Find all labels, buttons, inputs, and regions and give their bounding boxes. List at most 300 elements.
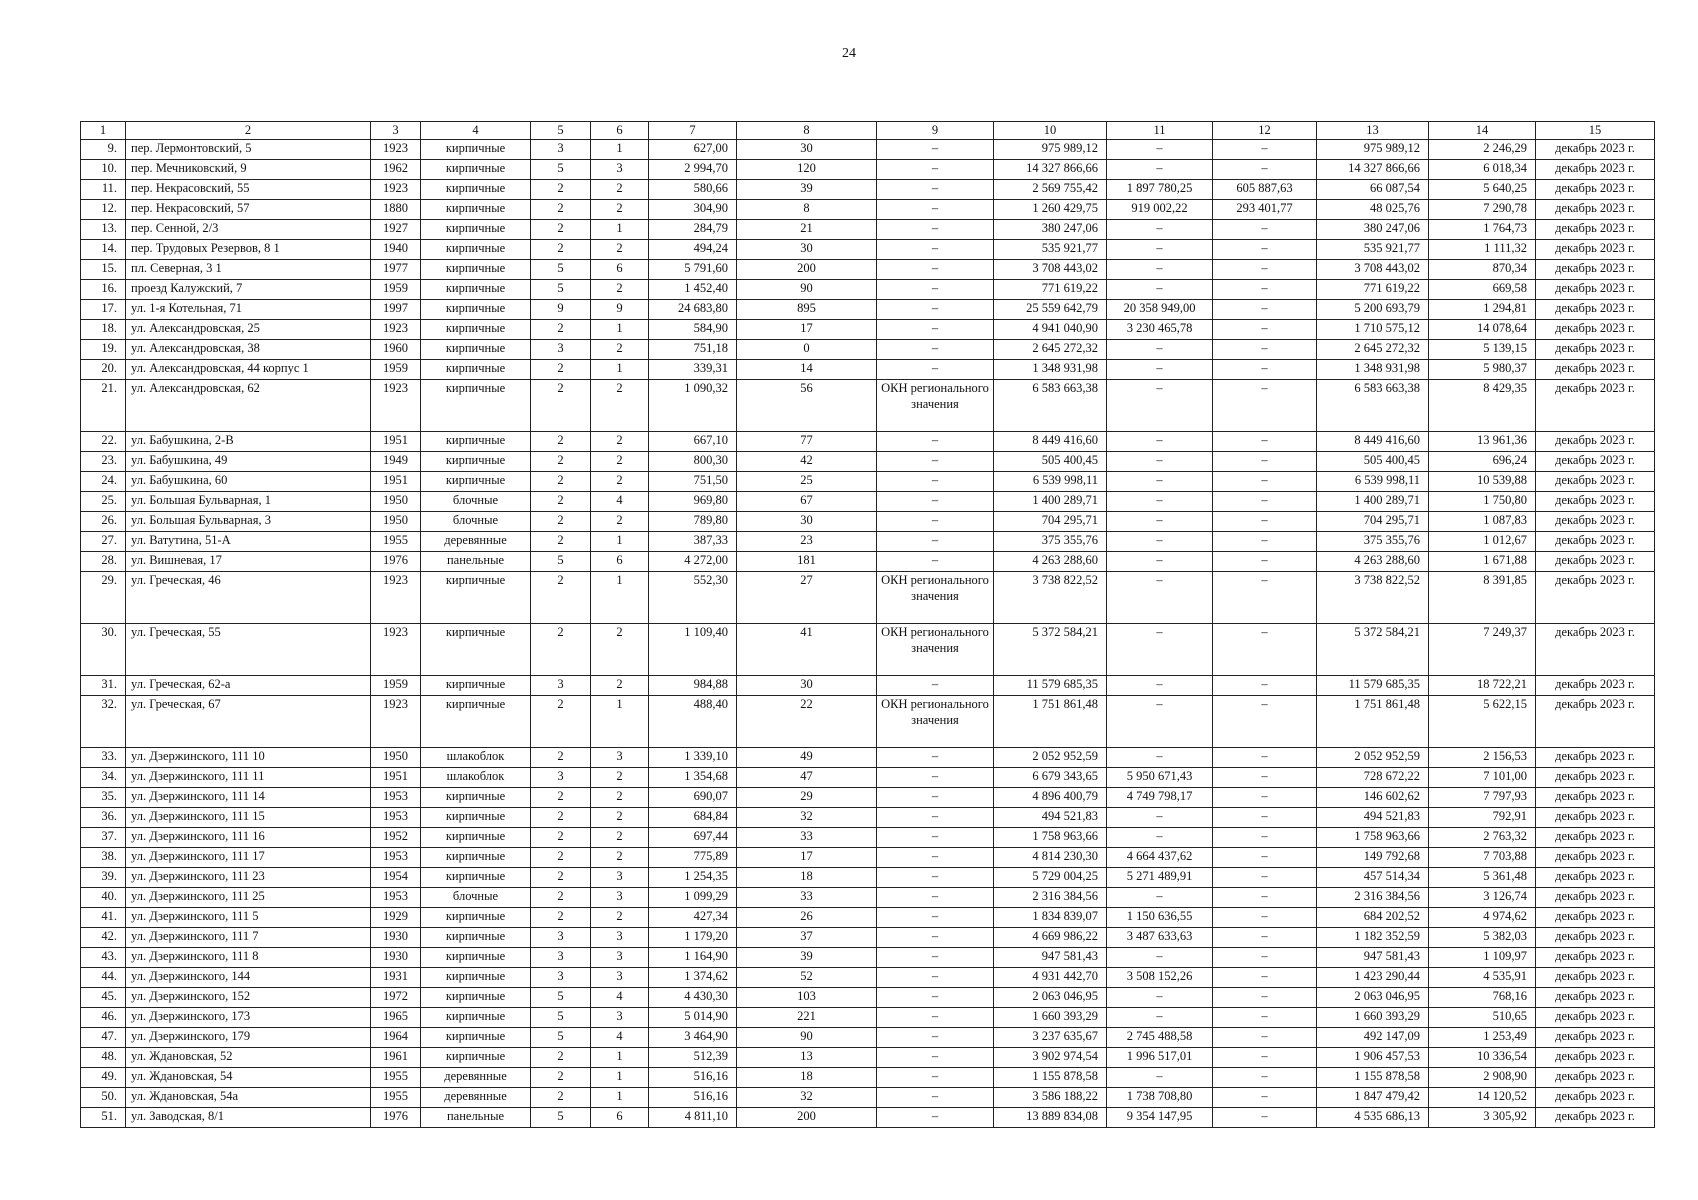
floors: 2 <box>531 432 591 452</box>
cost-col-12: – <box>1213 848 1317 868</box>
row-number: 31. <box>81 676 126 696</box>
cost-col-13: 684 202,52 <box>1317 908 1429 928</box>
total-cost: 947 581,43 <box>994 948 1107 968</box>
entrances: 6 <box>591 260 649 280</box>
floors: 5 <box>531 1008 591 1028</box>
cost-col-11: 4 664 437,62 <box>1107 848 1213 868</box>
entrances: 2 <box>591 280 649 300</box>
floors: 3 <box>531 140 591 160</box>
entrances: 1 <box>591 220 649 240</box>
cost-col-12: – <box>1213 432 1317 452</box>
row-number: 36. <box>81 808 126 828</box>
row-number: 43. <box>81 948 126 968</box>
table-row <box>81 180 1655 200</box>
row-number: 21. <box>81 380 126 432</box>
address: ул. Греческая, 62-а <box>126 676 371 696</box>
table-row <box>81 1048 1655 1068</box>
area: 24 683,80 <box>649 300 737 320</box>
year-built: 1955 <box>371 1068 421 1088</box>
heritage-status: – <box>877 1028 994 1048</box>
floors: 3 <box>531 676 591 696</box>
table-row <box>81 320 1655 340</box>
heritage-status: – <box>877 280 994 300</box>
year-built: 1955 <box>371 1088 421 1108</box>
entrances: 2 <box>591 828 649 848</box>
area: 284,79 <box>649 220 737 240</box>
cost-col-13: 380 247,06 <box>1317 220 1429 240</box>
address: пер. Трудовых Резервов, 8 1 <box>126 240 371 260</box>
year-built: 1976 <box>371 552 421 572</box>
cost-per-unit: 2 908,90 <box>1429 1068 1536 1088</box>
address: ул. Большая Бульварная, 1 <box>126 492 371 512</box>
total-cost: 4 669 986,22 <box>994 928 1107 948</box>
floors: 2 <box>531 788 591 808</box>
deadline: декабрь 2023 г. <box>1536 888 1655 908</box>
floors: 5 <box>531 988 591 1008</box>
deadline: декабрь 2023 г. <box>1536 512 1655 532</box>
cost-col-12: – <box>1213 696 1317 748</box>
address: ул. Дзержинского, 111 14 <box>126 788 371 808</box>
total-cost: 1 660 393,29 <box>994 1008 1107 1028</box>
address: ул. Ждановская, 54 <box>126 1068 371 1088</box>
row-number: 15. <box>81 260 126 280</box>
address: пер. Некрасовский, 57 <box>126 200 371 220</box>
cost-per-unit: 870,34 <box>1429 260 1536 280</box>
heritage-status: – <box>877 928 994 948</box>
deadline: декабрь 2023 г. <box>1536 240 1655 260</box>
column-header: 6 <box>591 122 649 140</box>
year-built: 1959 <box>371 360 421 380</box>
entrances: 4 <box>591 1028 649 1048</box>
deadline: декабрь 2023 г. <box>1536 848 1655 868</box>
row-number: 27. <box>81 532 126 552</box>
address: ул. Вишневая, 17 <box>126 552 371 572</box>
cost-col-11: 1 897 780,25 <box>1107 180 1213 200</box>
area: 516,16 <box>649 1068 737 1088</box>
residents: 18 <box>737 868 877 888</box>
cost-per-unit: 1 109,97 <box>1429 948 1536 968</box>
cost-col-13: 1 847 479,42 <box>1317 1088 1429 1108</box>
row-number: 29. <box>81 572 126 624</box>
wall-material: кирпичные <box>421 160 531 180</box>
total-cost: 25 559 642,79 <box>994 300 1107 320</box>
cost-col-11: – <box>1107 160 1213 180</box>
wall-material: кирпичные <box>421 988 531 1008</box>
row-number: 49. <box>81 1068 126 1088</box>
deadline: декабрь 2023 г. <box>1536 432 1655 452</box>
table-row <box>81 140 1655 160</box>
cost-col-11: – <box>1107 1068 1213 1088</box>
table-row <box>81 532 1655 552</box>
residents: 32 <box>737 808 877 828</box>
cost-col-13: 3 738 822,52 <box>1317 572 1429 624</box>
deadline: декабрь 2023 г. <box>1536 380 1655 432</box>
cost-col-13: 146 602,62 <box>1317 788 1429 808</box>
cost-col-11: – <box>1107 532 1213 552</box>
cost-col-11: – <box>1107 888 1213 908</box>
cost-per-unit: 7 290,78 <box>1429 200 1536 220</box>
area: 5 014,90 <box>649 1008 737 1028</box>
cost-col-12: – <box>1213 828 1317 848</box>
cost-col-12: – <box>1213 1048 1317 1068</box>
deadline: декабрь 2023 г. <box>1536 948 1655 968</box>
heritage-status: – <box>877 908 994 928</box>
cost-col-12: – <box>1213 320 1317 340</box>
heritage-status: – <box>877 828 994 848</box>
cost-col-11: 3 230 465,78 <box>1107 320 1213 340</box>
deadline: декабрь 2023 г. <box>1536 908 1655 928</box>
cost-col-13: 505 400,45 <box>1317 452 1429 472</box>
floors: 2 <box>531 1048 591 1068</box>
year-built: 1955 <box>371 532 421 552</box>
cost-per-unit: 8 429,35 <box>1429 380 1536 432</box>
floors: 3 <box>531 968 591 988</box>
year-built: 1953 <box>371 788 421 808</box>
row-number: 23. <box>81 452 126 472</box>
residents: 30 <box>737 240 877 260</box>
total-cost: 5 729 004,25 <box>994 868 1107 888</box>
cost-col-13: 5 200 693,79 <box>1317 300 1429 320</box>
address: пл. Северная, 3 1 <box>126 260 371 280</box>
total-cost: 6 583 663,38 <box>994 380 1107 432</box>
residents: 103 <box>737 988 877 1008</box>
table-row <box>81 848 1655 868</box>
cost-per-unit: 7 703,88 <box>1429 848 1536 868</box>
entrances: 3 <box>591 748 649 768</box>
cost-per-unit: 1 764,73 <box>1429 220 1536 240</box>
year-built: 1923 <box>371 624 421 676</box>
residents: 17 <box>737 320 877 340</box>
entrances: 3 <box>591 948 649 968</box>
heritage-status: ОКН регионального значения <box>877 624 994 676</box>
cost-col-11: – <box>1107 624 1213 676</box>
table-row <box>81 928 1655 948</box>
cost-col-12: – <box>1213 676 1317 696</box>
cost-col-12: – <box>1213 220 1317 240</box>
year-built: 1923 <box>371 140 421 160</box>
cost-col-12: – <box>1213 472 1317 492</box>
cost-per-unit: 768,16 <box>1429 988 1536 1008</box>
deadline: декабрь 2023 г. <box>1536 472 1655 492</box>
row-number: 42. <box>81 928 126 948</box>
deadline: декабрь 2023 г. <box>1536 180 1655 200</box>
table-header-row <box>81 122 1655 140</box>
year-built: 1997 <box>371 300 421 320</box>
floors: 2 <box>531 452 591 472</box>
table-row <box>81 828 1655 848</box>
cost-col-13: 947 581,43 <box>1317 948 1429 968</box>
table-row <box>81 788 1655 808</box>
total-cost: 375 355,76 <box>994 532 1107 552</box>
floors: 3 <box>531 340 591 360</box>
total-cost: 6 679 343,65 <box>994 768 1107 788</box>
cost-col-13: 149 792,68 <box>1317 848 1429 868</box>
row-number: 47. <box>81 1028 126 1048</box>
table-row <box>81 1008 1655 1028</box>
heritage-status: – <box>877 1048 994 1068</box>
heritage-status: – <box>877 472 994 492</box>
cost-col-13: 8 449 416,60 <box>1317 432 1429 452</box>
total-cost: 1 260 429,75 <box>994 200 1107 220</box>
entrances: 9 <box>591 300 649 320</box>
residents: 25 <box>737 472 877 492</box>
heritage-status: – <box>877 748 994 768</box>
wall-material: кирпичные <box>421 808 531 828</box>
column-header: 3 <box>371 122 421 140</box>
deadline: декабрь 2023 г. <box>1536 260 1655 280</box>
cost-col-11: – <box>1107 380 1213 432</box>
residents: 18 <box>737 1068 877 1088</box>
cost-per-unit: 5 622,15 <box>1429 696 1536 748</box>
row-number: 38. <box>81 848 126 868</box>
year-built: 1960 <box>371 340 421 360</box>
cost-per-unit: 1 671,88 <box>1429 552 1536 572</box>
floors: 2 <box>531 532 591 552</box>
wall-material: шлакоблок <box>421 748 531 768</box>
total-cost: 494 521,83 <box>994 808 1107 828</box>
cost-per-unit: 18 722,21 <box>1429 676 1536 696</box>
cost-col-13: 975 989,12 <box>1317 140 1429 160</box>
residents: 120 <box>737 160 877 180</box>
entrances: 2 <box>591 240 649 260</box>
cost-col-11: 1 150 636,55 <box>1107 908 1213 928</box>
cost-col-11: – <box>1107 512 1213 532</box>
row-number: 13. <box>81 220 126 240</box>
wall-material: кирпичные <box>421 380 531 432</box>
row-number: 50. <box>81 1088 126 1108</box>
cost-per-unit: 14 078,64 <box>1429 320 1536 340</box>
cost-col-12: – <box>1213 1068 1317 1088</box>
row-number: 48. <box>81 1048 126 1068</box>
cost-col-12: – <box>1213 868 1317 888</box>
cost-col-12: – <box>1213 768 1317 788</box>
floors: 2 <box>531 868 591 888</box>
column-header: 14 <box>1429 122 1536 140</box>
total-cost: 3 586 188,22 <box>994 1088 1107 1108</box>
year-built: 1959 <box>371 280 421 300</box>
deadline: декабрь 2023 г. <box>1536 1008 1655 1028</box>
address: ул. Дзержинского, 111 8 <box>126 948 371 968</box>
total-cost: 704 295,71 <box>994 512 1107 532</box>
cost-per-unit: 1 750,80 <box>1429 492 1536 512</box>
wall-material: кирпичные <box>421 340 531 360</box>
cost-per-unit: 696,24 <box>1429 452 1536 472</box>
cost-per-unit: 3 305,92 <box>1429 1108 1536 1128</box>
wall-material: кирпичные <box>421 868 531 888</box>
cost-col-11: 9 354 147,95 <box>1107 1108 1213 1128</box>
address: ул. Дзержинского, 111 16 <box>126 828 371 848</box>
address: ул. Александровская, 62 <box>126 380 371 432</box>
cost-col-11: – <box>1107 240 1213 260</box>
wall-material: блочные <box>421 888 531 908</box>
floors: 9 <box>531 300 591 320</box>
cost-col-13: 771 619,22 <box>1317 280 1429 300</box>
address: проезд Калужский, 7 <box>126 280 371 300</box>
cost-per-unit: 5 382,03 <box>1429 928 1536 948</box>
cost-per-unit: 1 253,49 <box>1429 1028 1536 1048</box>
floors: 5 <box>531 1028 591 1048</box>
cost-per-unit: 3 126,74 <box>1429 888 1536 908</box>
year-built: 1923 <box>371 320 421 340</box>
cost-col-12: – <box>1213 928 1317 948</box>
table-row <box>81 908 1655 928</box>
total-cost: 4 931 442,70 <box>994 968 1107 988</box>
year-built: 1930 <box>371 928 421 948</box>
table-row <box>81 696 1655 748</box>
area: 1 374,62 <box>649 968 737 988</box>
deadline: декабрь 2023 г. <box>1536 748 1655 768</box>
floors: 5 <box>531 1108 591 1128</box>
cost-col-11: – <box>1107 432 1213 452</box>
floors: 2 <box>531 1068 591 1088</box>
year-built: 1950 <box>371 748 421 768</box>
area: 751,18 <box>649 340 737 360</box>
area: 1 090,32 <box>649 380 737 432</box>
area: 552,30 <box>649 572 737 624</box>
floors: 2 <box>531 512 591 532</box>
heritage-status: – <box>877 808 994 828</box>
deadline: декабрь 2023 г. <box>1536 532 1655 552</box>
column-header: 11 <box>1107 122 1213 140</box>
heritage-status: – <box>877 140 994 160</box>
cost-col-13: 48 025,76 <box>1317 200 1429 220</box>
table-row <box>81 624 1655 676</box>
residents: 181 <box>737 552 877 572</box>
total-cost: 380 247,06 <box>994 220 1107 240</box>
table-row <box>81 472 1655 492</box>
cost-col-13: 14 327 866,66 <box>1317 160 1429 180</box>
cost-per-unit: 4 974,62 <box>1429 908 1536 928</box>
entrances: 6 <box>591 1108 649 1128</box>
wall-material: шлакоблок <box>421 768 531 788</box>
residents: 200 <box>737 1108 877 1128</box>
total-cost: 975 989,12 <box>994 140 1107 160</box>
year-built: 1972 <box>371 988 421 1008</box>
cost-per-unit: 669,58 <box>1429 280 1536 300</box>
row-number: 44. <box>81 968 126 988</box>
cost-col-12: 293 401,77 <box>1213 200 1317 220</box>
deadline: декабрь 2023 г. <box>1536 624 1655 676</box>
total-cost: 505 400,45 <box>994 452 1107 472</box>
address: ул. Греческая, 67 <box>126 696 371 748</box>
heritage-status: – <box>877 300 994 320</box>
cost-per-unit: 5 361,48 <box>1429 868 1536 888</box>
area: 488,40 <box>649 696 737 748</box>
cost-per-unit: 1 087,83 <box>1429 512 1536 532</box>
year-built: 1952 <box>371 828 421 848</box>
area: 751,50 <box>649 472 737 492</box>
residents: 37 <box>737 928 877 948</box>
entrances: 2 <box>591 848 649 868</box>
total-cost: 1 348 931,98 <box>994 360 1107 380</box>
cost-col-11: – <box>1107 492 1213 512</box>
heritage-status: – <box>877 1008 994 1028</box>
address: пер. Лермонтовский, 5 <box>126 140 371 160</box>
area: 3 464,90 <box>649 1028 737 1048</box>
cost-col-13: 5 372 584,21 <box>1317 624 1429 676</box>
total-cost: 771 619,22 <box>994 280 1107 300</box>
heritage-status: – <box>877 988 994 1008</box>
deadline: декабрь 2023 г. <box>1536 280 1655 300</box>
residents: 21 <box>737 220 877 240</box>
wall-material: кирпичные <box>421 280 531 300</box>
row-number: 17. <box>81 300 126 320</box>
address: ул. Греческая, 46 <box>126 572 371 624</box>
row-number: 20. <box>81 360 126 380</box>
deadline: декабрь 2023 г. <box>1536 868 1655 888</box>
cost-per-unit: 2 156,53 <box>1429 748 1536 768</box>
total-cost: 5 372 584,21 <box>994 624 1107 676</box>
entrances: 1 <box>591 1048 649 1068</box>
heritage-status: – <box>877 220 994 240</box>
cost-col-12: – <box>1213 748 1317 768</box>
total-cost: 2 316 384,56 <box>994 888 1107 908</box>
cost-col-12: – <box>1213 280 1317 300</box>
area: 1 254,35 <box>649 868 737 888</box>
cost-col-11: – <box>1107 360 1213 380</box>
wall-material: панельные <box>421 1108 531 1128</box>
deadline: декабрь 2023 г. <box>1536 200 1655 220</box>
wall-material: деревянные <box>421 532 531 552</box>
table-row <box>81 1088 1655 1108</box>
address: ул. Дзержинского, 111 7 <box>126 928 371 948</box>
area: 4 272,00 <box>649 552 737 572</box>
heritage-status: – <box>877 340 994 360</box>
entrances: 2 <box>591 380 649 432</box>
cost-col-12: – <box>1213 572 1317 624</box>
total-cost: 3 738 822,52 <box>994 572 1107 624</box>
wall-material: кирпичные <box>421 320 531 340</box>
address: пер. Сенной, 2/3 <box>126 220 371 240</box>
total-cost: 3 902 974,54 <box>994 1048 1107 1068</box>
total-cost: 2 063 046,95 <box>994 988 1107 1008</box>
cost-col-11: 1 996 517,01 <box>1107 1048 1213 1068</box>
heritage-status: – <box>877 788 994 808</box>
residents: 30 <box>737 140 877 160</box>
table-row <box>81 1028 1655 1048</box>
residents: 41 <box>737 624 877 676</box>
cost-col-11: 3 508 152,26 <box>1107 968 1213 988</box>
residents: 49 <box>737 748 877 768</box>
total-cost: 2 645 272,32 <box>994 340 1107 360</box>
deadline: декабрь 2023 г. <box>1536 788 1655 808</box>
floors: 2 <box>531 472 591 492</box>
row-number: 32. <box>81 696 126 748</box>
deadline: декабрь 2023 г. <box>1536 968 1655 988</box>
address: ул. 1-я Котельная, 71 <box>126 300 371 320</box>
deadline: декабрь 2023 г. <box>1536 492 1655 512</box>
area: 516,16 <box>649 1088 737 1108</box>
entrances: 1 <box>591 532 649 552</box>
heritage-status: – <box>877 848 994 868</box>
address: ул. Бабушкина, 2-В <box>126 432 371 452</box>
table-row <box>81 968 1655 988</box>
row-number: 40. <box>81 888 126 908</box>
cost-col-13: 2 645 272,32 <box>1317 340 1429 360</box>
residents: 17 <box>737 848 877 868</box>
cost-per-unit: 2 246,29 <box>1429 140 1536 160</box>
entrances: 2 <box>591 452 649 472</box>
cost-col-11: – <box>1107 676 1213 696</box>
table-row <box>81 868 1655 888</box>
wall-material: кирпичные <box>421 1048 531 1068</box>
cost-col-12: – <box>1213 908 1317 928</box>
year-built: 1953 <box>371 848 421 868</box>
cost-col-13: 6 583 663,38 <box>1317 380 1429 432</box>
heritage-status: – <box>877 968 994 988</box>
total-cost: 4 896 400,79 <box>994 788 1107 808</box>
area: 304,90 <box>649 200 737 220</box>
